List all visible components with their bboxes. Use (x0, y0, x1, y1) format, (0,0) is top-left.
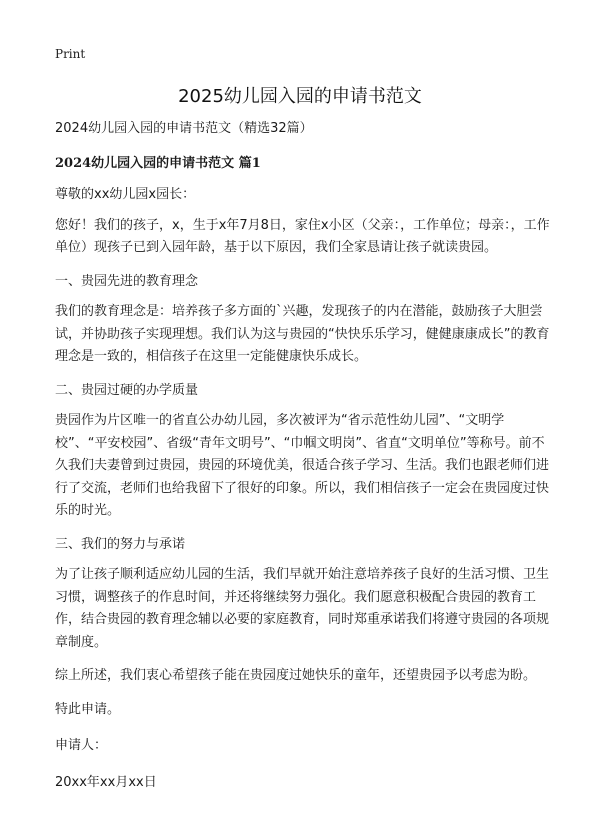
reason-3-paragraph: 为了让孩子顺利适应幼儿园的生活，我们早就开始注意培养孩子良好的生活习惯、卫生习惯，调整孩子的作息时间，并还将继续努力强化。我们愿意积极配合贵园的教育工作，结合贵园的教育理念辅以必要的家庭教育，同时郑重承诺我们将遵守贵园的各项规章制度。 (55, 567, 550, 650)
conclusion-paragraph: 综上所述，我们衷心希望孩子能在贵园度过她快乐的童年，还望贵园予以考虑为盼。 (55, 668, 537, 683)
reason-2-paragraph: 贵园作为片区唯一的省直公办幼儿园，多次被评为“省示范性幼儿园”、“文明学校”、“平安校园”、省级“青年文明号”、“巾帼文明岗”、省直“文明单位”等称号。前不久我们夫妻曾到过贵园，贵园的环境优美，很适合孩子学习、生活。我们也跟老师们进行了交流，老师们也给我留下了很好的印象。所以，我们相信孩子一定会在贵园度过快乐的时光。 (55, 413, 550, 518)
section-heading: 2024幼儿园入园的申请书范文 篇1 (55, 155, 261, 171)
document-subtitle: 2024幼儿园入园的申请书范文（精选32篇） (55, 121, 313, 136)
date-line: 20xx年xx月xx日 (55, 774, 157, 790)
print-link[interactable]: Print (55, 47, 86, 61)
reason-2-heading: 二、贵园过硬的办学质量 (55, 382, 199, 398)
applicant-line: 申请人： (55, 738, 108, 753)
closing-line: 特此申请。 (55, 701, 121, 717)
salutation: 尊敬的xx幼儿园x园长： (55, 187, 196, 202)
document-title: 2025幼儿园入园的申请书范文 (178, 86, 422, 107)
intro-paragraph: 您好！我们的孩子，x，生于x年7月8日，家住x小区（父亲：，工作单位；母亲：，工作单位）现孩子已到入园年龄，基于以下原因，我们全家恳请让孩子就读贵园。 (55, 217, 550, 255)
document-body (55, 118, 555, 805)
reason-3-heading: 三、我们的努力与承诺 (55, 536, 186, 552)
reason-1-heading: 一、贵园先进的教育理念 (55, 273, 199, 289)
reason-1-paragraph: 我们的教育理念是：培养孩子多方面的`兴趣，发现孩子的内在潜能，鼓励孩子大胆尝试，并协助孩子实现理想。我们认为这与贵园的“快快乐乐学习，健健康康成长”的教育理念是一致的，相信孩子在这里一定能健康快乐成长。 (55, 304, 550, 364)
